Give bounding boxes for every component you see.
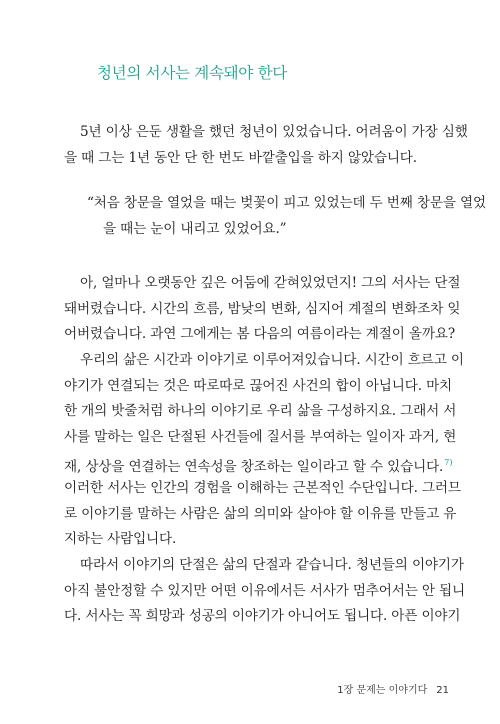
footnote-marker: 7) bbox=[444, 458, 453, 468]
text-line: 사를 말하는 일은 단절된 사건들에 질서를 부여하는 일이자 과거, 현 bbox=[64, 428, 457, 445]
paragraph-4 bbox=[64, 553, 466, 630]
text-line: 지하는 사람입니다. bbox=[64, 531, 177, 548]
text-line: 로 이야기를 말하는 사람은 삶의 의미와 살아야 할 이유를 만들고 유 bbox=[64, 505, 457, 522]
section-heading: 청년의 서사는 계속돼야 한다 bbox=[97, 64, 287, 82]
text-line-with-footnote bbox=[64, 450, 453, 476]
chapter-title: 1장 문제는 이야기다 bbox=[337, 685, 428, 696]
text-line: 을 때 그는 1년 동안 단 한 번도 바깥출입을 하지 않았습니다. bbox=[64, 149, 417, 166]
text-line: 5년 이상 은둔 생활을 했던 청년이 있었습니다. 어려움이 가장 심했 bbox=[80, 124, 468, 140]
text-line: 어버렸습니다. 과연 그에게는 봄 다음의 여름이라는 계절이 올까요? bbox=[64, 326, 456, 343]
text-line: 다. 서사는 꼭 희망과 성공의 이야기가 아니어도 됩니다. 아픈 이야기 bbox=[64, 608, 461, 625]
text-line: 돼버렸습니다. 시간의 흐름, 밤낮의 변화, 심지어 계절의 변화조차 잊 bbox=[64, 300, 461, 317]
text-line: 우리의 삶은 시간과 이야기로 이루어져있습니다. 시간이 흐르고 이 bbox=[80, 352, 464, 368]
text-line: 아직 불안정할 수 있지만 어떤 이유에서든 서사가 멈추어서는 안 됩니 bbox=[64, 582, 466, 599]
quote-block bbox=[87, 191, 487, 242]
page-footer bbox=[337, 681, 449, 696]
quote-line: “처음 창문을 열었을 때는 벚꽃이 피고 있었는데 두 번째 창문을 열었 bbox=[87, 195, 487, 211]
paragraph-1 bbox=[64, 120, 468, 171]
text-line: 한 개의 밧줄처럼 하나의 이야기로 우리 삶을 구성하지요. 그래서 서 bbox=[64, 403, 457, 420]
text-line: 이러한 서사는 인간의 경험을 이해하는 근본적인 수단입니다. 그러므 bbox=[64, 479, 461, 496]
page-number: 21 bbox=[436, 685, 449, 696]
paragraph-3 bbox=[64, 348, 464, 553]
paragraph-2 bbox=[64, 271, 461, 348]
text-line: 야기가 연결되는 것은 따로따로 끊어진 사건의 합이 아닙니다. 마치 bbox=[64, 377, 453, 394]
text-line: 재, 상상을 연결하는 연속성을 창조하는 일이라고 할 수 있습니다. bbox=[64, 459, 444, 476]
text-line: 아, 얼마나 오랫동안 깊은 어둠에 갇혀있었던지! 그의 서사는 단절 bbox=[80, 275, 461, 291]
text-line: 따라서 이야기의 단절은 삶의 단절과 같습니다. 청년들의 이야기가 bbox=[80, 557, 464, 573]
quote-line: 을 때는 눈이 내리고 있었어요.” bbox=[103, 220, 287, 237]
